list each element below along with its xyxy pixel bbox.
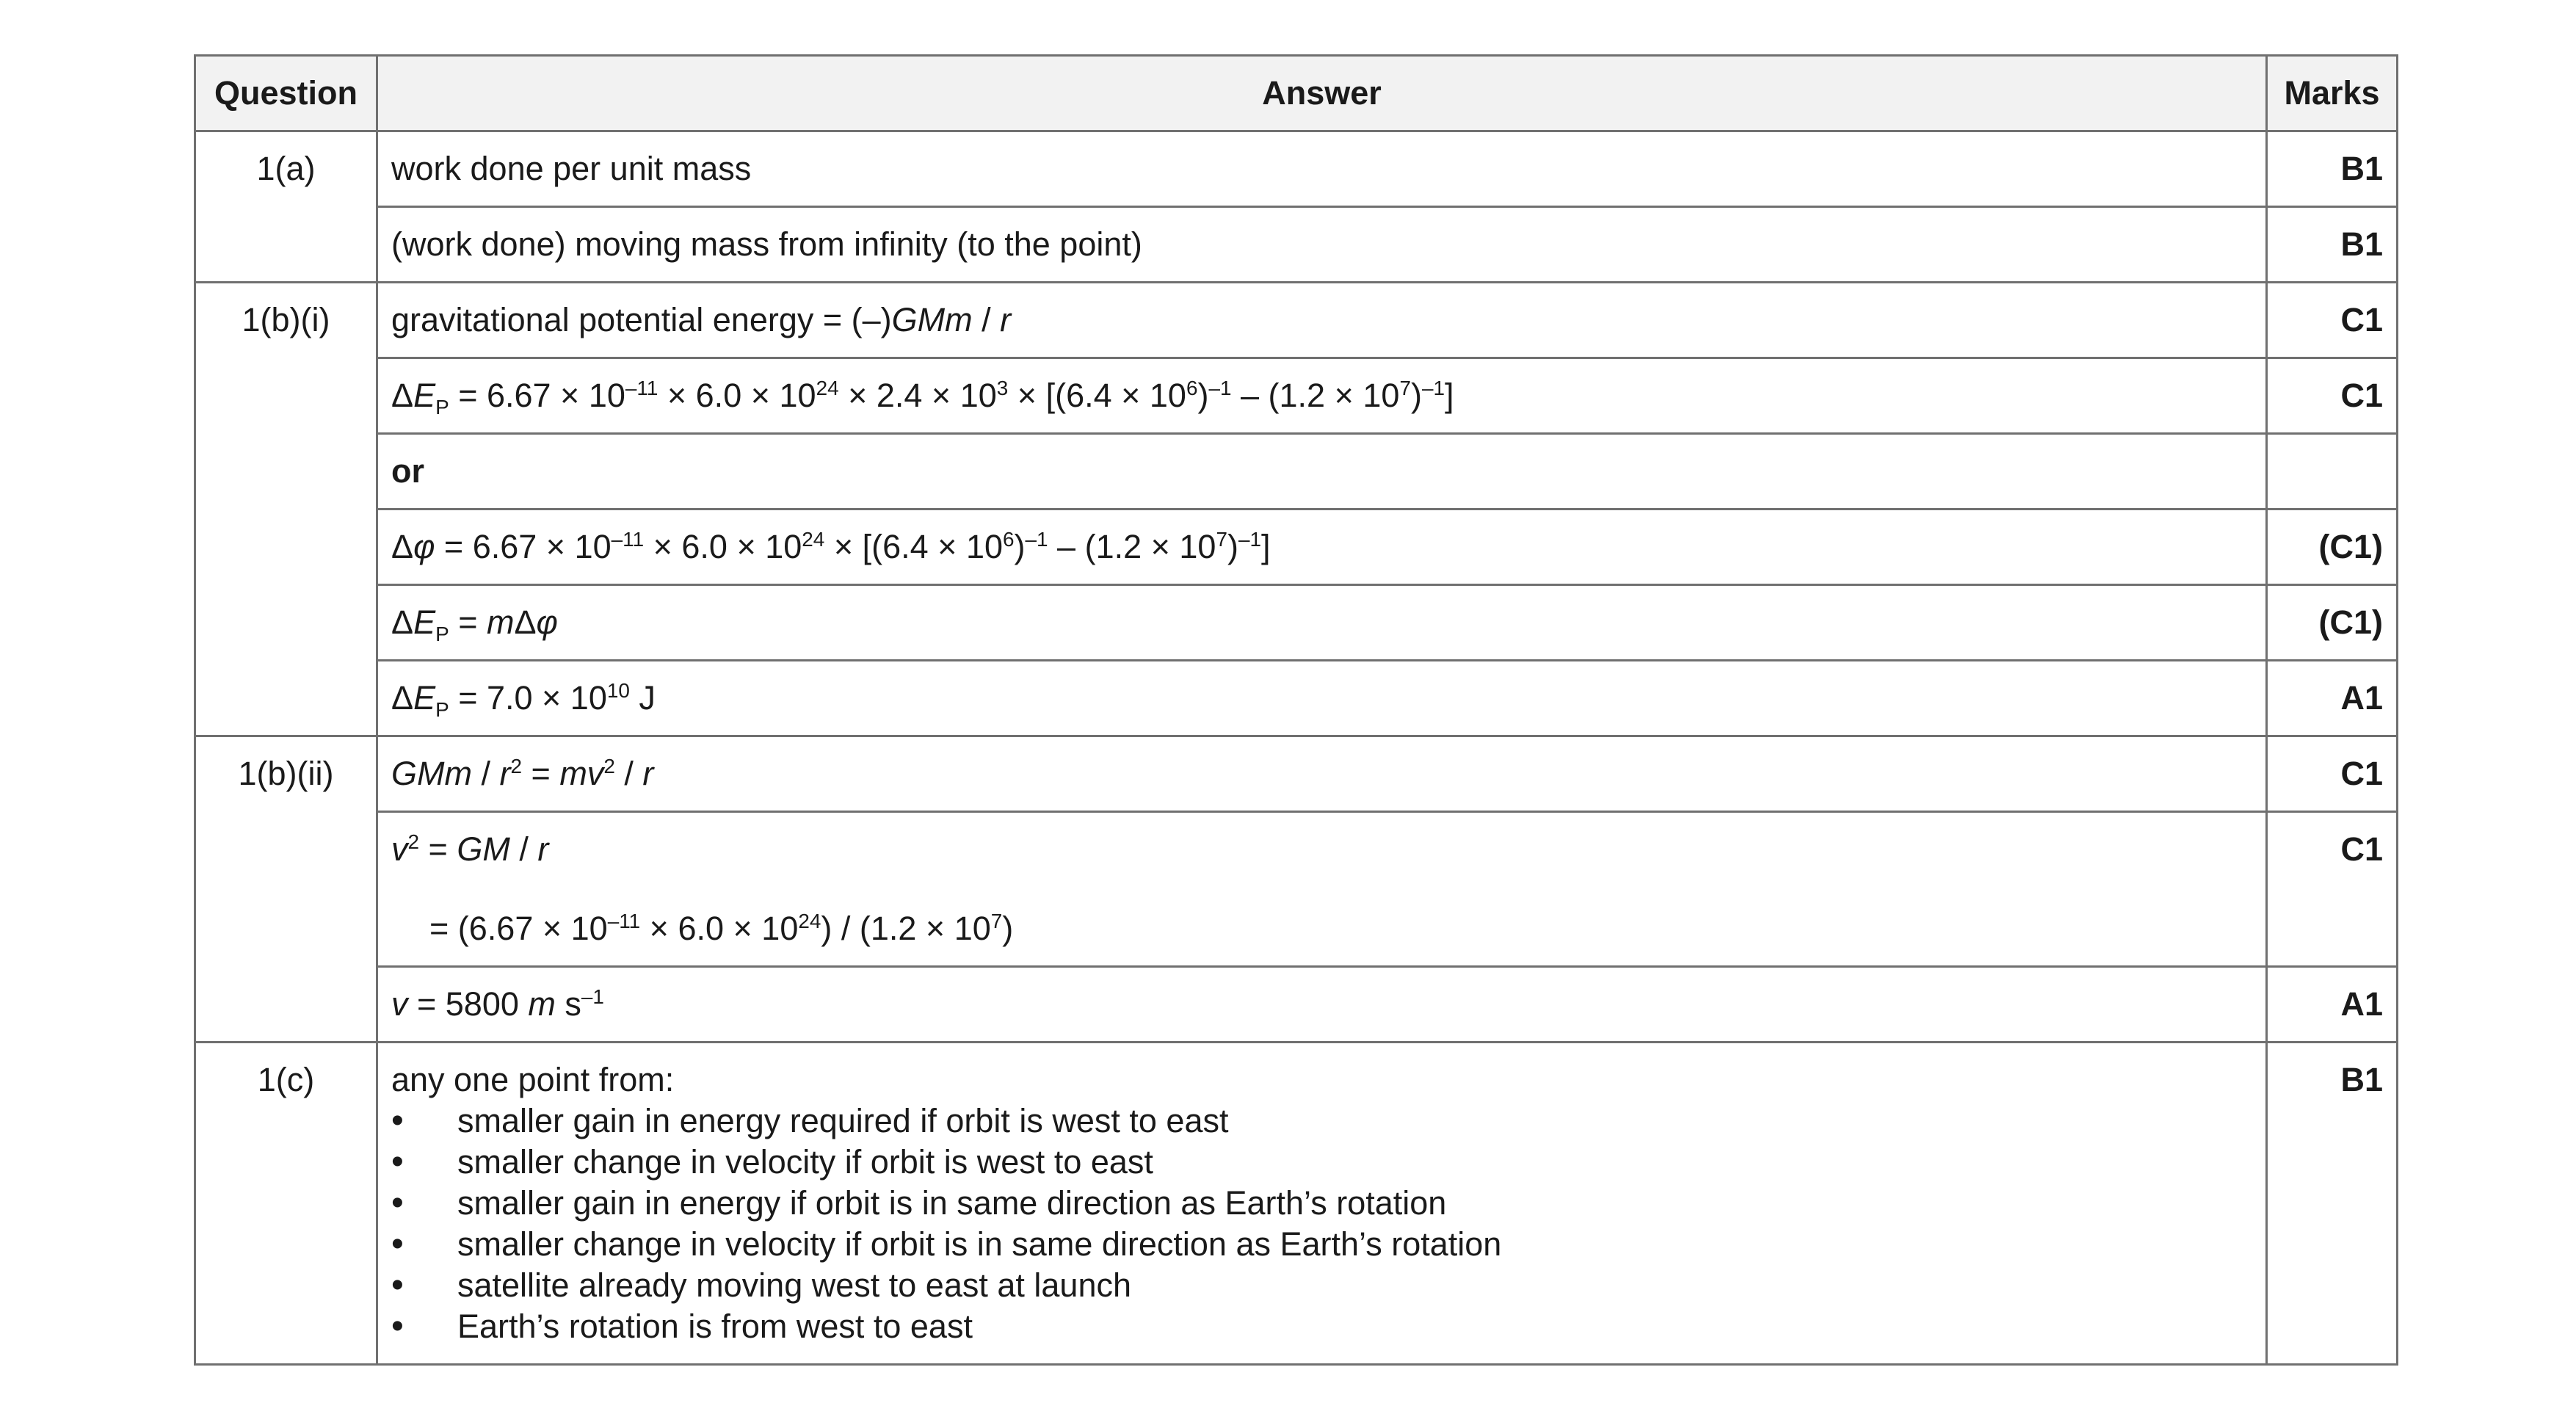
- answer-cell: v = 5800 m $s^{-1}$: [377, 967, 2267, 1043]
- mark-cell: B1: [2267, 131, 2398, 207]
- bullet-icon: •: [391, 1307, 404, 1346]
- question-header: Question: [195, 56, 377, 131]
- answer-points-list: [391, 1101, 2252, 1347]
- answer-line-continued: = $(6.67 \times 10^{-11} \times 6.0 \times 10^{24}) / (1.2 \times 10^7)$: [429, 910, 1014, 947]
- bullet-icon: •: [391, 1266, 404, 1305]
- bullet-icon: •: [391, 1183, 404, 1222]
- list-item: • smaller change in velocity if orbit is in same direction as Earth’s rotation: [391, 1225, 1502, 1263]
- answer-cell: [377, 812, 2267, 967]
- bullet-icon: •: [391, 1101, 404, 1140]
- answer-header: Answer: [377, 56, 2267, 131]
- answer-intro: any one point from:: [391, 1061, 675, 1098]
- list-item: • smaller change in velocity if orbit is west to east: [391, 1142, 1153, 1181]
- list-item: • smaller gain in energy if orbit is in same direction as Earth’s rotation: [391, 1183, 1447, 1222]
- header-row: [195, 56, 2398, 131]
- mark-cell: B1: [2267, 1043, 2398, 1365]
- table-row: [195, 283, 2398, 358]
- table-row: [195, 207, 2398, 283]
- question-cell: 1(b)(ii): [195, 736, 377, 1043]
- table-row: [195, 510, 2398, 585]
- mark-cell: C1: [2267, 283, 2398, 358]
- table-row: [195, 661, 2398, 736]
- mark-cell: (C1): [2267, 510, 2398, 585]
- table-row: [195, 967, 2398, 1043]
- bullet-icon: •: [391, 1225, 404, 1263]
- question-cell: 1(b)(i): [195, 283, 377, 736]
- mark-cell: C1: [2267, 736, 2398, 812]
- list-item: • satellite already moving west to east at launch: [391, 1266, 1131, 1305]
- bullet-icon: •: [391, 1142, 404, 1181]
- answer-cell: GMm / $r^2 = mv^2 / r$: [377, 736, 2267, 812]
- mark-cell: B1: [2267, 207, 2398, 283]
- table-row: [195, 1043, 2398, 1365]
- table-row: [195, 585, 2398, 661]
- table-row: [195, 131, 2398, 207]
- mark-cell: C1: [2267, 358, 2398, 434]
- answer-cell: gravitational potential energy = (–)GMm / r: [377, 283, 2267, 358]
- answer-cell: $\Delta\varphi = 6.67 \times 10^{-11} \times 6.0 \times 10^{24} \times [(6.4 \times 10^6)^{-1} - (1.2 \times 10^7)^{-1}]$: [377, 510, 2267, 585]
- answer-cell: $\Delta E_P = 7.0 \times 10^{10}$ J: [377, 661, 2267, 736]
- mark-cell: (C1): [2267, 585, 2398, 661]
- table-row: [195, 736, 2398, 812]
- mark-cell: A1: [2267, 661, 2398, 736]
- answer-cell: (work done) moving mass from infinity (to the point): [377, 207, 2267, 283]
- list-item: • Earth’s rotation is from west to east: [391, 1307, 973, 1346]
- answer-cell: work done per unit mass: [377, 131, 2267, 207]
- answer-cell: [377, 1043, 2267, 1365]
- question-cell: 1(c): [195, 1043, 377, 1365]
- mark-cell: [2267, 434, 2398, 510]
- list-item: • smaller gain in energy required if orbit is west to east: [391, 1101, 1229, 1140]
- answer-cell: $\Delta E_P = 6.67 \times 10^{-11} \times 6.0 \times 10^{24} \times 2.4 \times 10^3 \times [(6.4 \times 10^6)^{-1} - (1.2 \times 10^7)^{-1}]$: [377, 358, 2267, 434]
- mark-cell: C1: [2267, 812, 2398, 967]
- mark-scheme-table: [194, 54, 2398, 1366]
- answer-cell: $\Delta E_P = m\Delta\varphi$: [377, 585, 2267, 661]
- table-row: [195, 434, 2398, 510]
- answer-line: $v^2$ = GM / r: [391, 830, 549, 868]
- marks-header: Marks: [2267, 56, 2398, 131]
- answer-cell: or: [377, 434, 2267, 510]
- mark-cell: A1: [2267, 967, 2398, 1043]
- table-row: [195, 358, 2398, 434]
- table-row: [195, 812, 2398, 967]
- question-cell: 1(a): [195, 131, 377, 283]
